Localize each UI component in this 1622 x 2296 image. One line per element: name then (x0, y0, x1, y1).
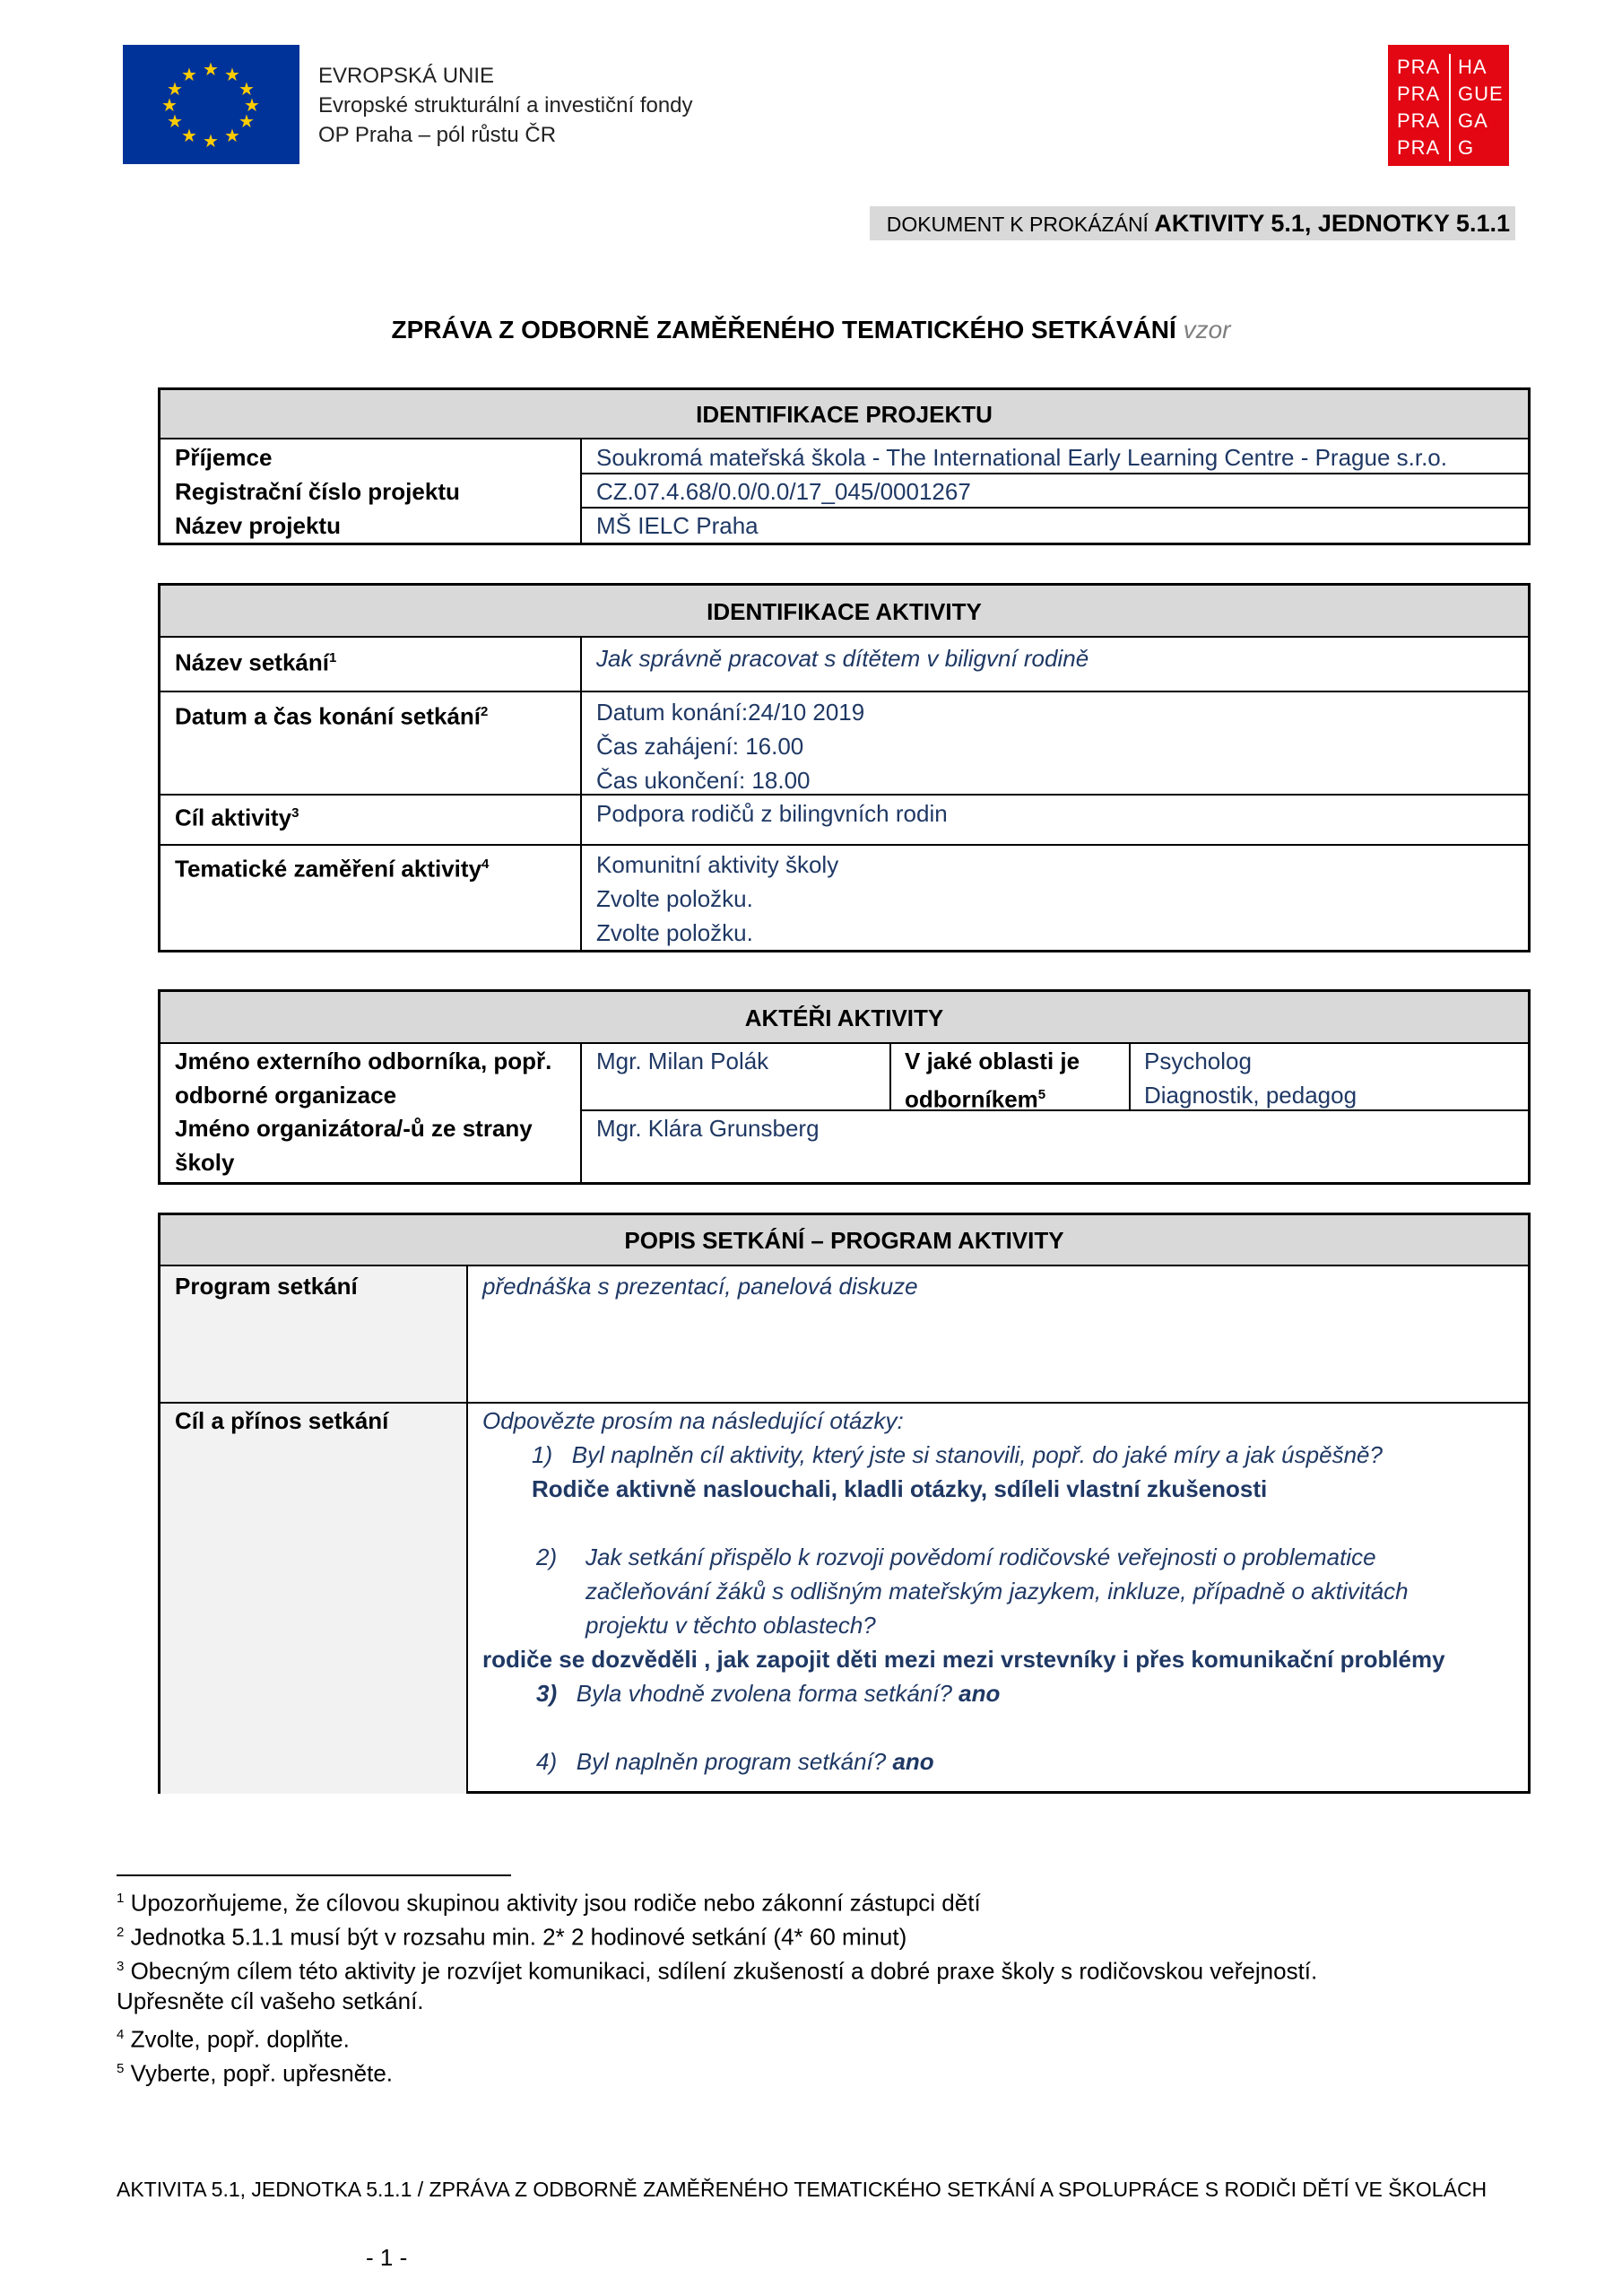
svg-text:★: ★ (244, 94, 260, 116)
activity-identification-table (158, 583, 1531, 952)
label-cil-prinos: Cíl a přínos setkání (175, 1407, 389, 1434)
footnote: $^3$ Obecným cílem této aktivity je rozvíjet komunikaci, sdílení zkušeností a dobré praxe školy s rodičovskou veřejností. (117, 1957, 1318, 1985)
label-tematicke-zamereni: Tematické zaměření aktivity$^4$ (175, 855, 490, 883)
value-nazev-setkani: Jak správně pracovat s dítětem v biligvní rodině (596, 645, 1089, 672)
dropdown-value[interactable]: Zvolte položku. (596, 885, 753, 912)
label-prijemce: Příjemce (175, 444, 273, 471)
eu-line: Evropské strukturální a investiční fondy (318, 93, 693, 117)
value-prijemce: Soukromá mateřská škola - The International Early Learning Centre - Prague s.r.o. (596, 444, 1447, 471)
question-4: 4) Byl naplněn program setkání? ano (536, 1748, 934, 1775)
label-nazev-setkani: Název setkání$^1$ (175, 648, 337, 676)
document-tag: DOKUMENT K PROKÁZÁNÍ AKTIVITY 5.1, JEDNOTKY 5.1.1 (870, 206, 1515, 240)
project-identification-table (158, 387, 1531, 545)
page-number: - 1 - (366, 2244, 408, 2271)
meeting-description-table (158, 1213, 1531, 1794)
value-externi-odbornik: Mgr. Milan Polák (596, 1048, 769, 1074)
question-3: 3) Byla vhodně zvolena forma setkání? ano (536, 1680, 1001, 1707)
svg-text:★: ★ (239, 78, 255, 100)
footnote-separator (117, 1874, 511, 1876)
dropdown-value[interactable]: Zvolte položku. (596, 919, 753, 946)
svg-text:★: ★ (161, 94, 178, 116)
value-tematicke-zamereni (596, 848, 838, 950)
questions-intro: Odpovězte prosím na následující otázky: (482, 1407, 904, 1434)
question-2: 2) Jak setkání přispělo k rozvoji povědomí rodičovské veřejnosti o problematice začleňování žáků s odlišným mateřským jazykem, inkluze, případně o aktivitách projektu v těchto oblastech? (536, 1544, 1409, 1639)
value-organizator: Mgr. Klára Grunsberg (596, 1115, 820, 1142)
footnote: $^5$ Vyberte, popř. upřesněte. (117, 2059, 394, 2087)
svg-text:★: ★ (224, 125, 240, 146)
table-heading: IDENTIFIKACE PROJEKTU (160, 390, 1528, 439)
footnote: $^1$ Upozorňujeme, že cílovou skupinou aktivity jsou rodiče nebo zákonní zástupci dětí (117, 1889, 981, 1917)
label-nazev-projektu: Název projektu (175, 512, 341, 539)
label-oblast-odbornika: V jaké oblasti je odborníkem$^5$ (905, 1048, 1080, 1113)
eu-line: EVROPSKÁ UNIE (318, 64, 495, 88)
label-registracni-cislo: Registrační číslo projektu (175, 478, 460, 505)
eu-logo-text (318, 61, 693, 150)
actors-table (158, 989, 1531, 1185)
svg-text:★: ★ (239, 110, 255, 132)
label-externi-odbornik: Jméno externího odborníka, popř. odborné organizace (175, 1048, 552, 1109)
value-cil-prinos (482, 1404, 1522, 1779)
value-oblast-odbornika: Psycholog Diagnostik, pedagog (1144, 1048, 1357, 1109)
svg-text:★: ★ (167, 110, 183, 132)
praha-logo: PRA HA PRA GUE PRA GA PRA G (1388, 45, 1509, 166)
eu-line: OP Praha – pól růstu ČR (318, 123, 557, 147)
table-heading: POPIS SETKÁNÍ – PROGRAM AKTIVITY (160, 1215, 1528, 1266)
answer-1: Rodiče aktivně naslouchali, kladli otázky, sdíleli vlastní zkušenosti (532, 1475, 1268, 1502)
value-datum-cas: Datum konání:24/10 2019 Čas zahájení: 16.00 Čas ukončení: 18.00 (596, 699, 865, 794)
table-heading: AKTÉŘI AKTIVITY (160, 992, 1528, 1044)
value-nazev-projektu: MŠ IELC Praha (596, 512, 759, 539)
footnote: Upřesněte cíl vašeho setkání. (117, 1987, 424, 2014)
svg-text:★: ★ (181, 125, 197, 146)
footnote: $^4$ Zvolte, popř. doplňte. (117, 2025, 350, 2053)
svg-text:★: ★ (203, 130, 219, 152)
page-footer: AKTIVITA 5.1, JEDNOTKA 5.1.1 / ZPRÁVA Z ODBORNĚ ZAMĚŘENÉHO TEMATICKÉHO SETKÁNÍ A SPOLUPRÁCE S RODIČI DĚTÍ VE ŠKOLÁCH (117, 2178, 1488, 2201)
label-program-setkani: Program setkání (175, 1273, 358, 1300)
page-title: ZPRÁVA Z ODBORNĚ ZAMĚŘENÉHO TEMATICKÉHO SETKÁVÁNÍ vzor (391, 316, 1231, 344)
table-heading: IDENTIFIKACE AKTIVITY (160, 586, 1528, 638)
value-registracni-cislo: CZ.07.4.68/0.0/0.0/17_045/0001267 (596, 478, 971, 505)
label-organizator: Jméno organizátora/-ů ze strany školy (175, 1115, 533, 1176)
svg-text:★: ★ (167, 78, 183, 100)
svg-text:★: ★ (224, 64, 240, 85)
eu-stars-icon (123, 45, 299, 164)
label-datum-cas: Datum a čas konání setkání$^2$ (175, 702, 489, 730)
footnote: $^2$ Jednotka 5.1.1 musí být v rozsahu min. 2* 2 hodinové setkání (4* 60 minut) (117, 1923, 907, 1951)
label-cil-aktivity: Cíl aktivity$^3$ (175, 804, 299, 831)
eu-flag-logo (123, 45, 299, 164)
dropdown-value[interactable]: Komunitní aktivity školy (596, 851, 839, 878)
question-1: 1) Byl naplněn cíl aktivity, který jste si stanovili, popř. do jaké míry a jak úspěšně? (532, 1441, 1383, 1468)
value-cil-aktivity: Podpora rodičů z bilingvních rodin (596, 800, 948, 827)
svg-text:★: ★ (203, 58, 219, 80)
answer-2: rodiče se dozvěděli , jak zapojit děti mezi mezi vrstevníky i přes komunikační problémy (482, 1646, 1445, 1673)
value-program-setkani: přednáška s prezentací, panelová diskuze (482, 1273, 918, 1300)
svg-text:★: ★ (181, 64, 197, 85)
